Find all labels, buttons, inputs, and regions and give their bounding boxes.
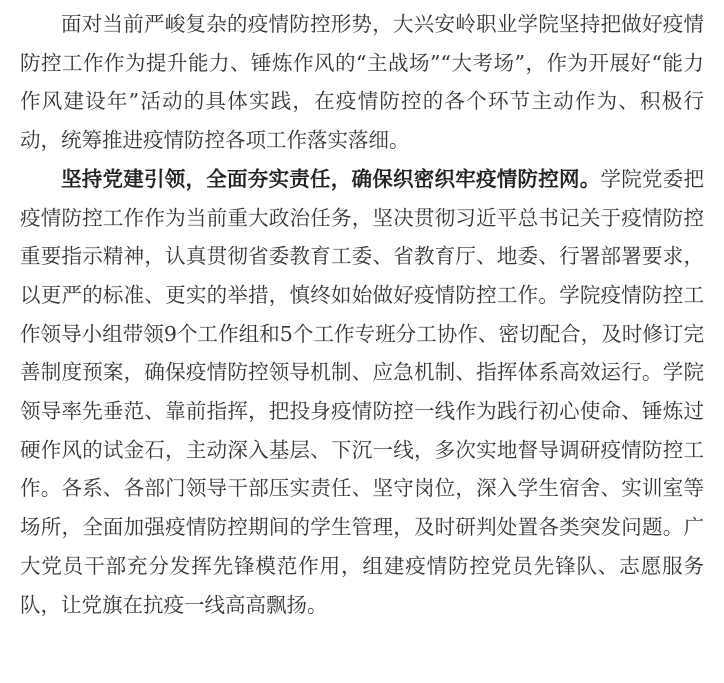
section-body: 学院党委把疫情防控工作作为当前重大政治任务，坚决贯彻习近平总书记关于疫情防控重要指示精神，认真贯彻省委教育工委、省教育厅、地委、行署部署要求，以更严的标准、更实的举措，慎终如始做好疫情防控工作。学院疫情防控工作领导小组带领9个工作组和5个工作专班分工协作、密切配合，及时修订完善制度预案，确保疫情防控领导机制、应急机制、指挥体系高效运行。学院领导率先垂范、靠前指挥，把投身疫情防控一线作为践行初心使命、锤炼过硬作风的试金石，主动深入基层、下沉一线，多次实地督导调研疫情防控工作。各系、各部门领导干部压实责任、坚守岗位，深入学生宿舍、实训室等场所，全面加强疫情防控期间的学生管理，及时研判处置各类突发问题。广大党员干部充分发挥先锋模范作用，组建疫情防控党员先锋队、志愿服务队，让党旗在抗疫一线高高飘扬。	[20, 166, 704, 617]
section-heading: 坚持党建引领，全面夯实责任，确保织密织牢疫情防控网。	[61, 166, 601, 191]
party-leadership-paragraph	[20, 160, 704, 624]
intro-paragraph: 面对当前严峻复杂的疫情防控形势，大兴安岭职业学院坚持把做好疫情防控工作作为提升能力、锤炼作风的“主战场”“大考场”，作为开展好“能力作风建设年”活动的具体实践，在疫情防控的各个环节主动作为、积极行动，统筹推进疫情防控各项工作落实落细。	[20, 12, 704, 153]
